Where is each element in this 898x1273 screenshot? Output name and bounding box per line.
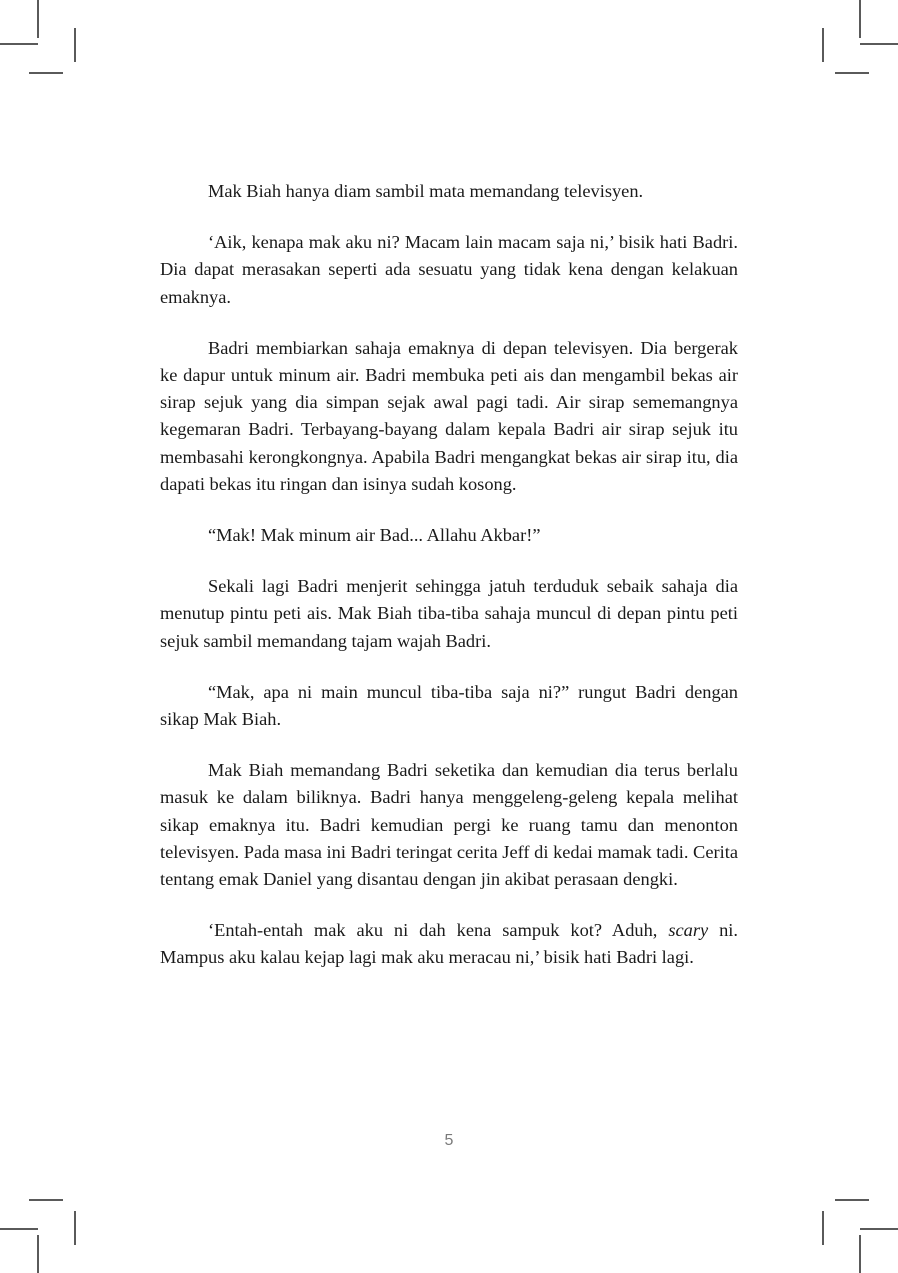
crop-mark-vertical-inner <box>822 28 824 62</box>
crop-mark-vertical <box>859 0 861 38</box>
paragraph: Sekali lagi Badri menjerit sehingga jatuh terduduk sebaik sahaja dia menutup pintu peti ais. Mak Biah tiba-tiba sahaja muncul di depan pintu peti sejuk sambil memandang tajam wajah Badri. <box>160 576 738 651</box>
text-run: ‘Entah-entah mak aku ni dah kena sampuk kot? Aduh, <box>208 920 669 941</box>
crop-mark-horizontal <box>860 43 898 45</box>
crop-mark-horizontal <box>860 1228 898 1230</box>
crop-mark-horizontal <box>0 1228 38 1230</box>
crop-mark-horizontal-inner <box>29 72 63 74</box>
paragraph-final <box>160 917 738 971</box>
paragraph: Badri membiarkan sahaja emaknya di depan televisyen. Dia bergerak ke dapur untuk minum air. Badri membuka peti ais dan mengambil bekas air sirap sejuk yang dia simpan sejak awal pagi tadi. Air sirap sememangnya kegemaran Badri. Terbayang-bayang dalam kepala Badri air sirap sejuk itu membasahi kerongkongnya. Apabila Badri mengangkat bekas air sirap itu, dia dapati bekas itu ringan dan isinya sudah kosong. <box>160 337 738 494</box>
crop-mark-horizontal-inner <box>29 1199 63 1201</box>
page-number: 5 <box>444 1132 454 1149</box>
text-run: ni. Mampus aku kalau kejap lagi mak aku meracau ni,’ bisik hati Badri lagi. <box>160 920 738 968</box>
paragraph: Mak Biah hanya diam sambil mata memandang televisyen. <box>208 181 644 201</box>
paragraph-dialogue: “Mak, apa ni main muncul tiba-tiba saja ni?” rungut Badri dengan sikap Mak Biah. <box>160 681 738 730</box>
crop-mark-vertical-inner <box>74 1211 76 1245</box>
crop-mark-vertical <box>37 1235 39 1273</box>
paragraph-dialogue: “Mak! Mak minum air Bad... Allahu Akbar!” <box>208 525 541 546</box>
paragraph: ‘Aik, kenapa mak aku ni? Macam lain macam saja ni,’ bisik hati Badri. Dia dapat merasakan seperti ada sesuatu yang tidak kena dengan kelakuan emaknya. <box>160 232 738 307</box>
crop-mark-vertical <box>859 1235 861 1273</box>
paragraph: Mak Biah memandang Badri seketika dan kemudian dia terus berlalu masuk ke dalam biliknya. Badri hanya menggeleng-geleng kepala melihat sikap emaknya itu. Badri kemudian pergi ke ruang tamu dan menonton televisyen. Pada masa ini Badri teringat cerita Jeff di kedai mamak tadi. Cerita tentang emak Daniel yang disantau dengan jin akibat perasaan dengki. <box>160 760 738 890</box>
crop-mark-horizontal-inner <box>835 1199 869 1201</box>
crop-mark-horizontal <box>0 43 38 45</box>
crop-mark-horizontal-inner <box>835 72 869 74</box>
crop-mark-vertical-inner <box>74 28 76 62</box>
crop-mark-vertical <box>37 0 39 38</box>
italic-emphasis: scary <box>668 920 709 941</box>
crop-mark-vertical-inner <box>822 1211 824 1245</box>
page-text-block <box>160 178 738 972</box>
